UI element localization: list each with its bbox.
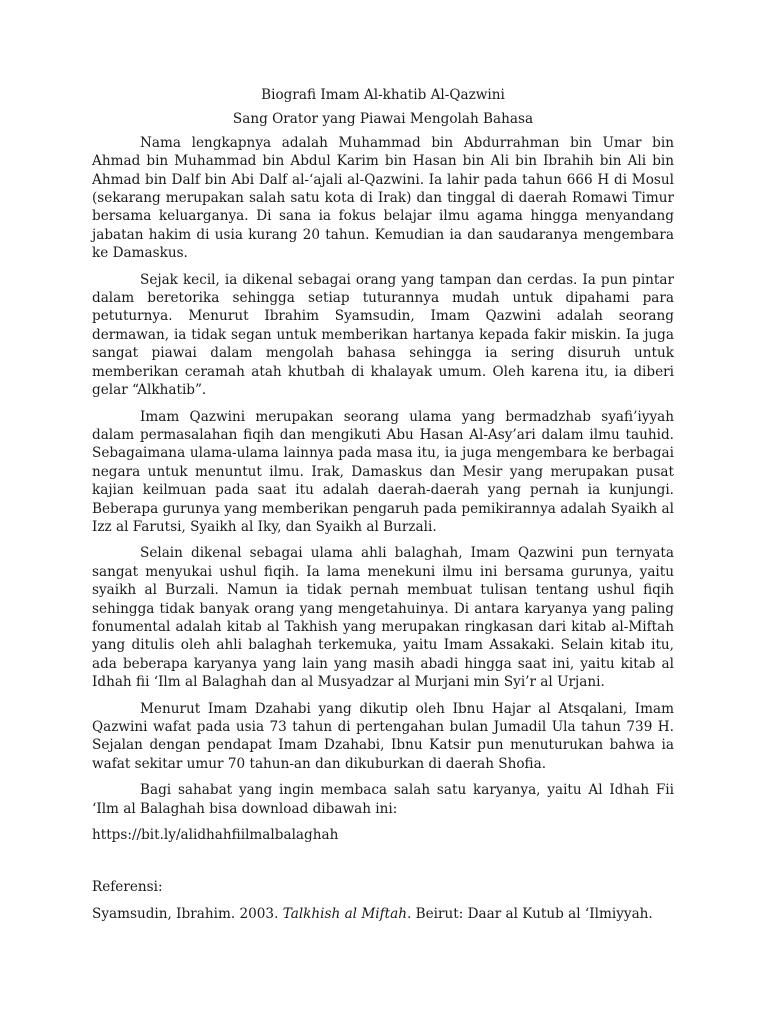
paragraph-childhood: Sejak kecil, ia dikenal sebagai orang yang tampan dan cerdas. Ia pun pintar dalam beretorika sehingga setiap tuturannya mudah untuk dipahami para petuturnya. Menurut Ibrahim Syamsudin, Imam Qazwini adalah seorang dermawan, ia tidak segan untuk memberikan hartanya kepada fakir miskin. Ia juga sangat piawai dalam mengolah bahasa sehingga ia sering disuruh untuk memberikan ceramah atah khutbah di khalayak umum. Oleh karena itu, ia diberi gelar “Alkhatib”. <box>92 271 674 399</box>
references-heading: Referensi: <box>92 879 163 896</box>
paragraph-death: Menurut Imam Dzahabi yang dikutip oleh Ibnu Hajar al Atsqalani, Imam Qazwini wafat pada usia 73 tahun di pertengahan bulan Jumadil Ula tahun 739 H. Sejalan dengan pendapat Imam Dzahabi, Ibnu Katsir pun menuturukan bahwa ia wafat sekitar umur 70 tahun-an dan dikuburkan di daerah Shofia. <box>92 700 674 772</box>
spacer <box>92 852 674 878</box>
reference-entry <box>92 905 674 923</box>
reference-author: Syamsudin, Ibrahim. 2003. <box>92 905 283 922</box>
document-subtitle: Sang Orator yang Piawai Mengolah Bahasa <box>232 111 534 128</box>
document-title: Biografi Imam Al-khatib Al-Qazwini <box>261 87 505 103</box>
paragraph-madhhab: Imam Qazwini merupakan seorang ulama yang bermadzhab syafi’iyyah dalam permasalahan fiqih dan mengikuti Abu Hasan Al-Asy’ari dalam ilmu tauhid. Sebagaimana ulama-ulama lainnya pada masa itu, ia juga mengembara ke berbagai negara untuk menuntut ilmu. Irak, Damaskus dan Mesir yang merupakan pusat kajian keilmuan pada saat itu adalah daerah-daerah yang pernah ia kunjungi. Beberapa gurunya yang memberikan pengaruh pada pemikirannya adalah Syaikh al Izz al Farutsi, Syaikh al Iky, dan Syaikh al Burzali. <box>92 408 674 535</box>
reference-publisher: . Beirut: Daar al Kutub al ‘Ilmiyyah. <box>406 905 653 922</box>
paragraph-name: Nama lengkapnya adalah Muhammad bin Abdurrahman bin Umar bin Ahmad bin Muhammad bin Abdul Karim bin Hasan bin Ali bin Ibrahih bin Ali bin Ahmad bin Dalf bin Abi Dalf al-‘ajali al-Qazwini. Ia lahir pada tahun 666 H di Mosul (sekarang merupakan salah satu kota di Irak) dan tinggal di daerah Romawi Timur bersama keluarganya. Di sana ia fokus belajar ilmu agama hingga menyandang jabatan hakim di usia kurang 20 tahun. Kemudian ia dan saudaranya mengembara ke Damaskus. <box>92 134 674 262</box>
paragraph-works: Selain dikenal sebagai ulama ahli balaghah, Imam Qazwini pun ternyata sangat menyukai ushul fiqih. Ia lama menekuni ilmu ini bersama gurunya, yaitu syaikh al Burzali. Namun ia tidak pernah membuat tulisan tentang ushul fiqih sehingga tidak banyak orang yang mengetahuinya. Di antara karyanya yang paling fonumental adalah kitab al Takhish yang merupakan ringkasan dari kitab al-Miftah yang ditulis oleh ahli balaghah terkemuka, yaitu Imam Assakaki. Selain kitab itu, ada beberapa karyanya yang lain yang masih abadi hingga saat ini, yaitu kitab al Idhah fii ‘Ilm al Balaghah dan al Musyadzar al Murjani min Syi’r al Urjani. <box>92 545 674 691</box>
document-page <box>92 86 674 923</box>
reference-title: Talkhish al Miftah <box>282 905 407 922</box>
paragraph-download: Bagi sahabat yang ingin membaca salah satu karyanya, yaitu Al Idhah Fii ‘Ilm al Balaghah bisa download dibawah ini: <box>92 782 674 817</box>
download-link[interactable]: https://bit.ly/alidhahfiilmalbalaghah <box>92 827 339 844</box>
